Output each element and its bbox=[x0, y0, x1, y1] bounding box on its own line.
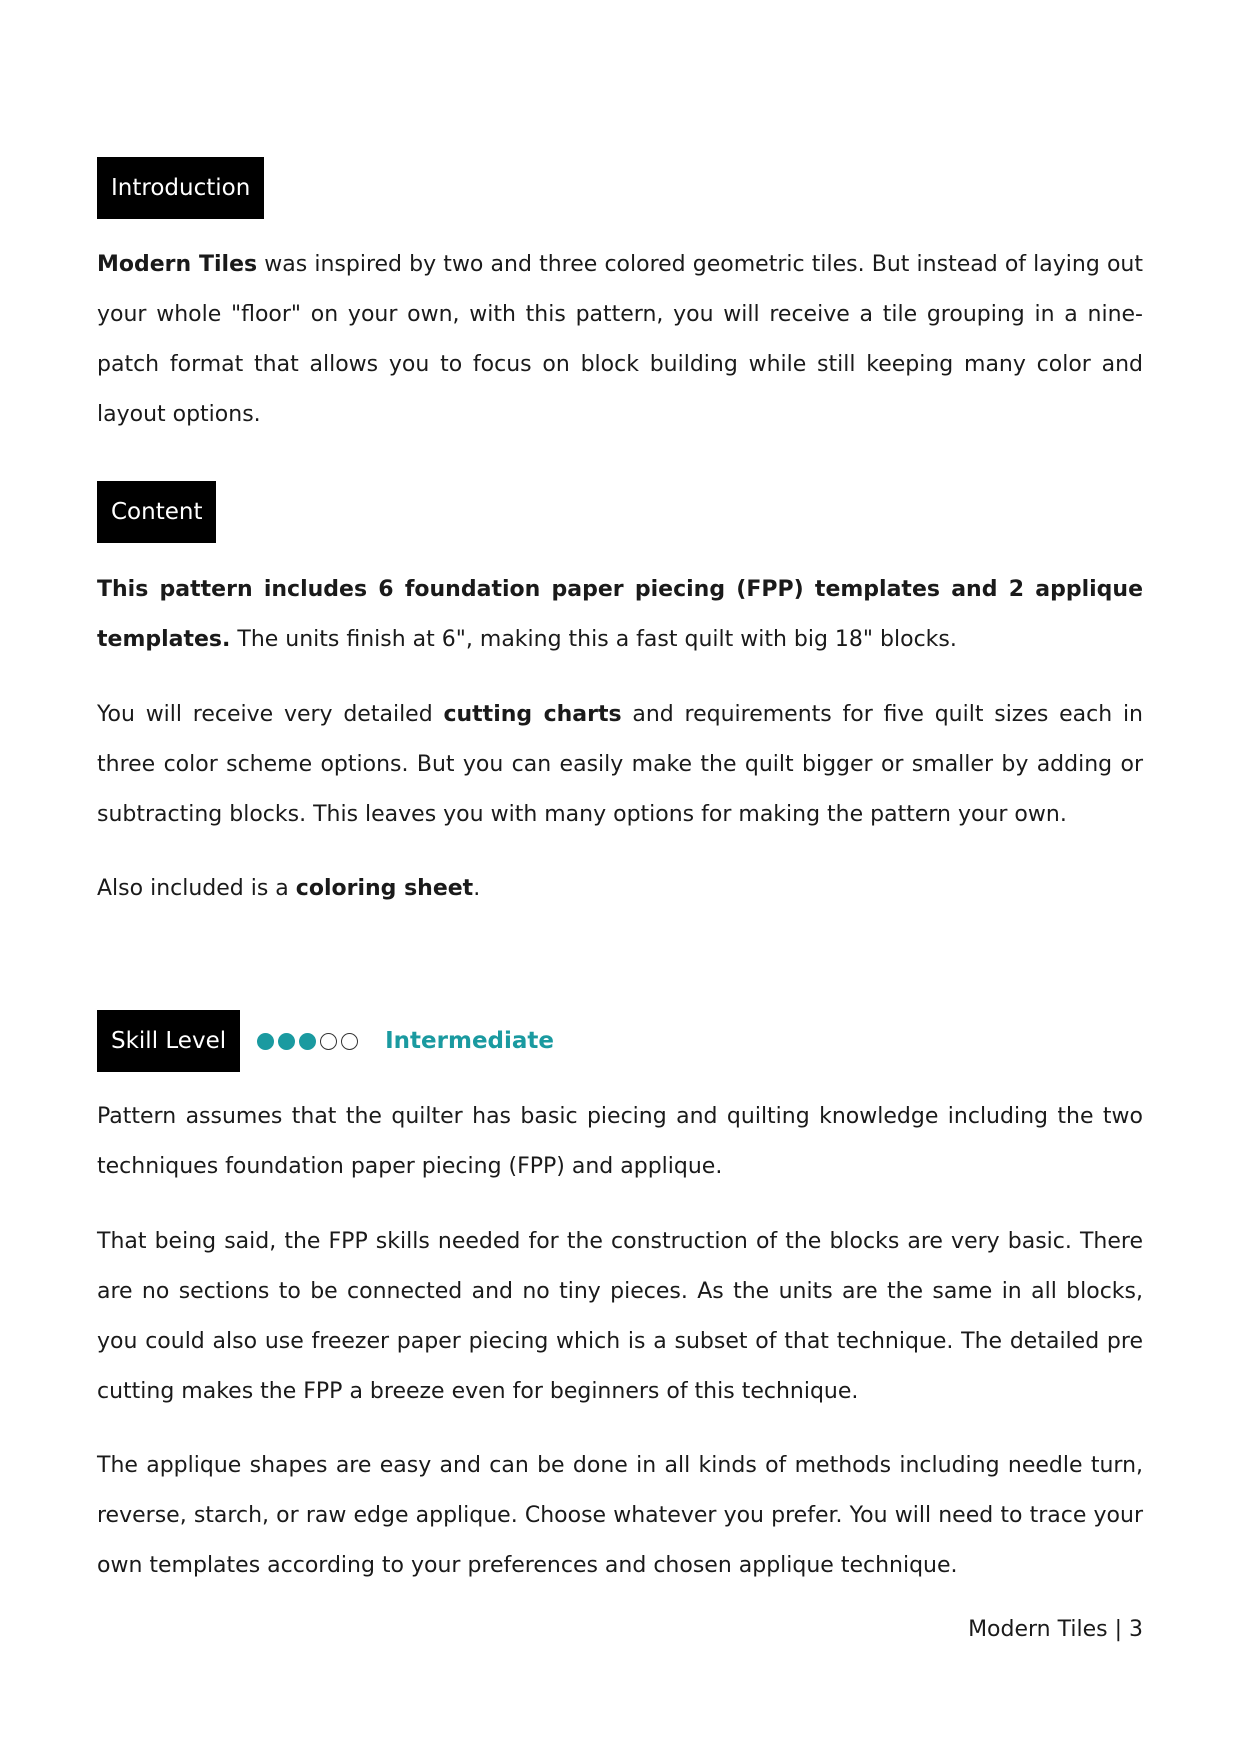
skill-paragraph-2: That being said, the FPP skills needed for the construction of the blocks are very basic. There are no sections to be connected and no tiny pieces. As the units are the same in all blocks, you could also use freezer paper piecing which is a subset of that technique. The detailed pre cutting makes the FPP a breeze even for beginners of this technique. bbox=[97, 1229, 1143, 1404]
rating-dot-empty bbox=[341, 1033, 358, 1050]
intro-bold-lead: Modern Tiles bbox=[97, 252, 258, 277]
skill-level-row bbox=[97, 1010, 554, 1072]
content-bold-lead: This pattern includes 6 foundation paper piecing (FPP) templates and 2 applique templates. bbox=[97, 577, 1143, 652]
skill-paragraph-1: Pattern assumes that the quilter has basic piecing and quilting knowledge including the two techniques foundation paper piecing (FPP) and applique. bbox=[97, 1104, 1143, 1179]
page-footer: Modern Tiles | 3 bbox=[968, 1617, 1143, 1642]
content-text-3b: . bbox=[473, 876, 481, 901]
content-heading: Content bbox=[97, 481, 216, 543]
introduction-heading: Introduction bbox=[97, 157, 264, 219]
content-text-1: The units finish at 6", making this a fast quilt with big 18" blocks. bbox=[230, 627, 957, 652]
rating-dot-empty bbox=[320, 1033, 337, 1050]
skill-rating-dots bbox=[257, 1033, 358, 1050]
introduction-paragraph bbox=[97, 240, 1143, 440]
coloring-sheet-bold: coloring sheet bbox=[295, 876, 474, 901]
content-text-2a: You will receive very detailed bbox=[97, 702, 444, 727]
content-paragraph-2 bbox=[97, 690, 1143, 840]
skill-paragraph-3: The applique shapes are easy and can be done in all kinds of methods including needle turn, reverse, starch, or raw edge applique. Choose whatever you prefer. You will need to trace your own templates according to your preferences and chosen applique technique. bbox=[97, 1453, 1143, 1578]
intro-text: was inspired by two and three colored geometric tiles. But instead of laying out your whole "floor" on your own, with this pattern, you will receive a tile grouping in a nine-patch format that allows you to focus on block building while still keeping many color and layout options. bbox=[97, 252, 1143, 427]
content-text-2b: and requirements for five quilt sizes each in three color scheme options. But you can easily make the quilt bigger or smaller by adding or subtracting blocks. This leaves you with many options for making the pattern your own. bbox=[97, 702, 1144, 827]
skill-level-label: Intermediate bbox=[385, 1028, 555, 1054]
content-paragraph-1 bbox=[97, 565, 1143, 665]
skill-level-heading: Skill Level bbox=[97, 1010, 240, 1072]
content-text-3a: Also included is a bbox=[97, 876, 296, 901]
rating-dot-filled bbox=[257, 1033, 274, 1050]
content-paragraph-3 bbox=[97, 864, 1143, 914]
rating-dot-filled bbox=[278, 1033, 295, 1050]
cutting-charts-bold: cutting charts bbox=[443, 702, 622, 727]
rating-dot-filled bbox=[299, 1033, 316, 1050]
